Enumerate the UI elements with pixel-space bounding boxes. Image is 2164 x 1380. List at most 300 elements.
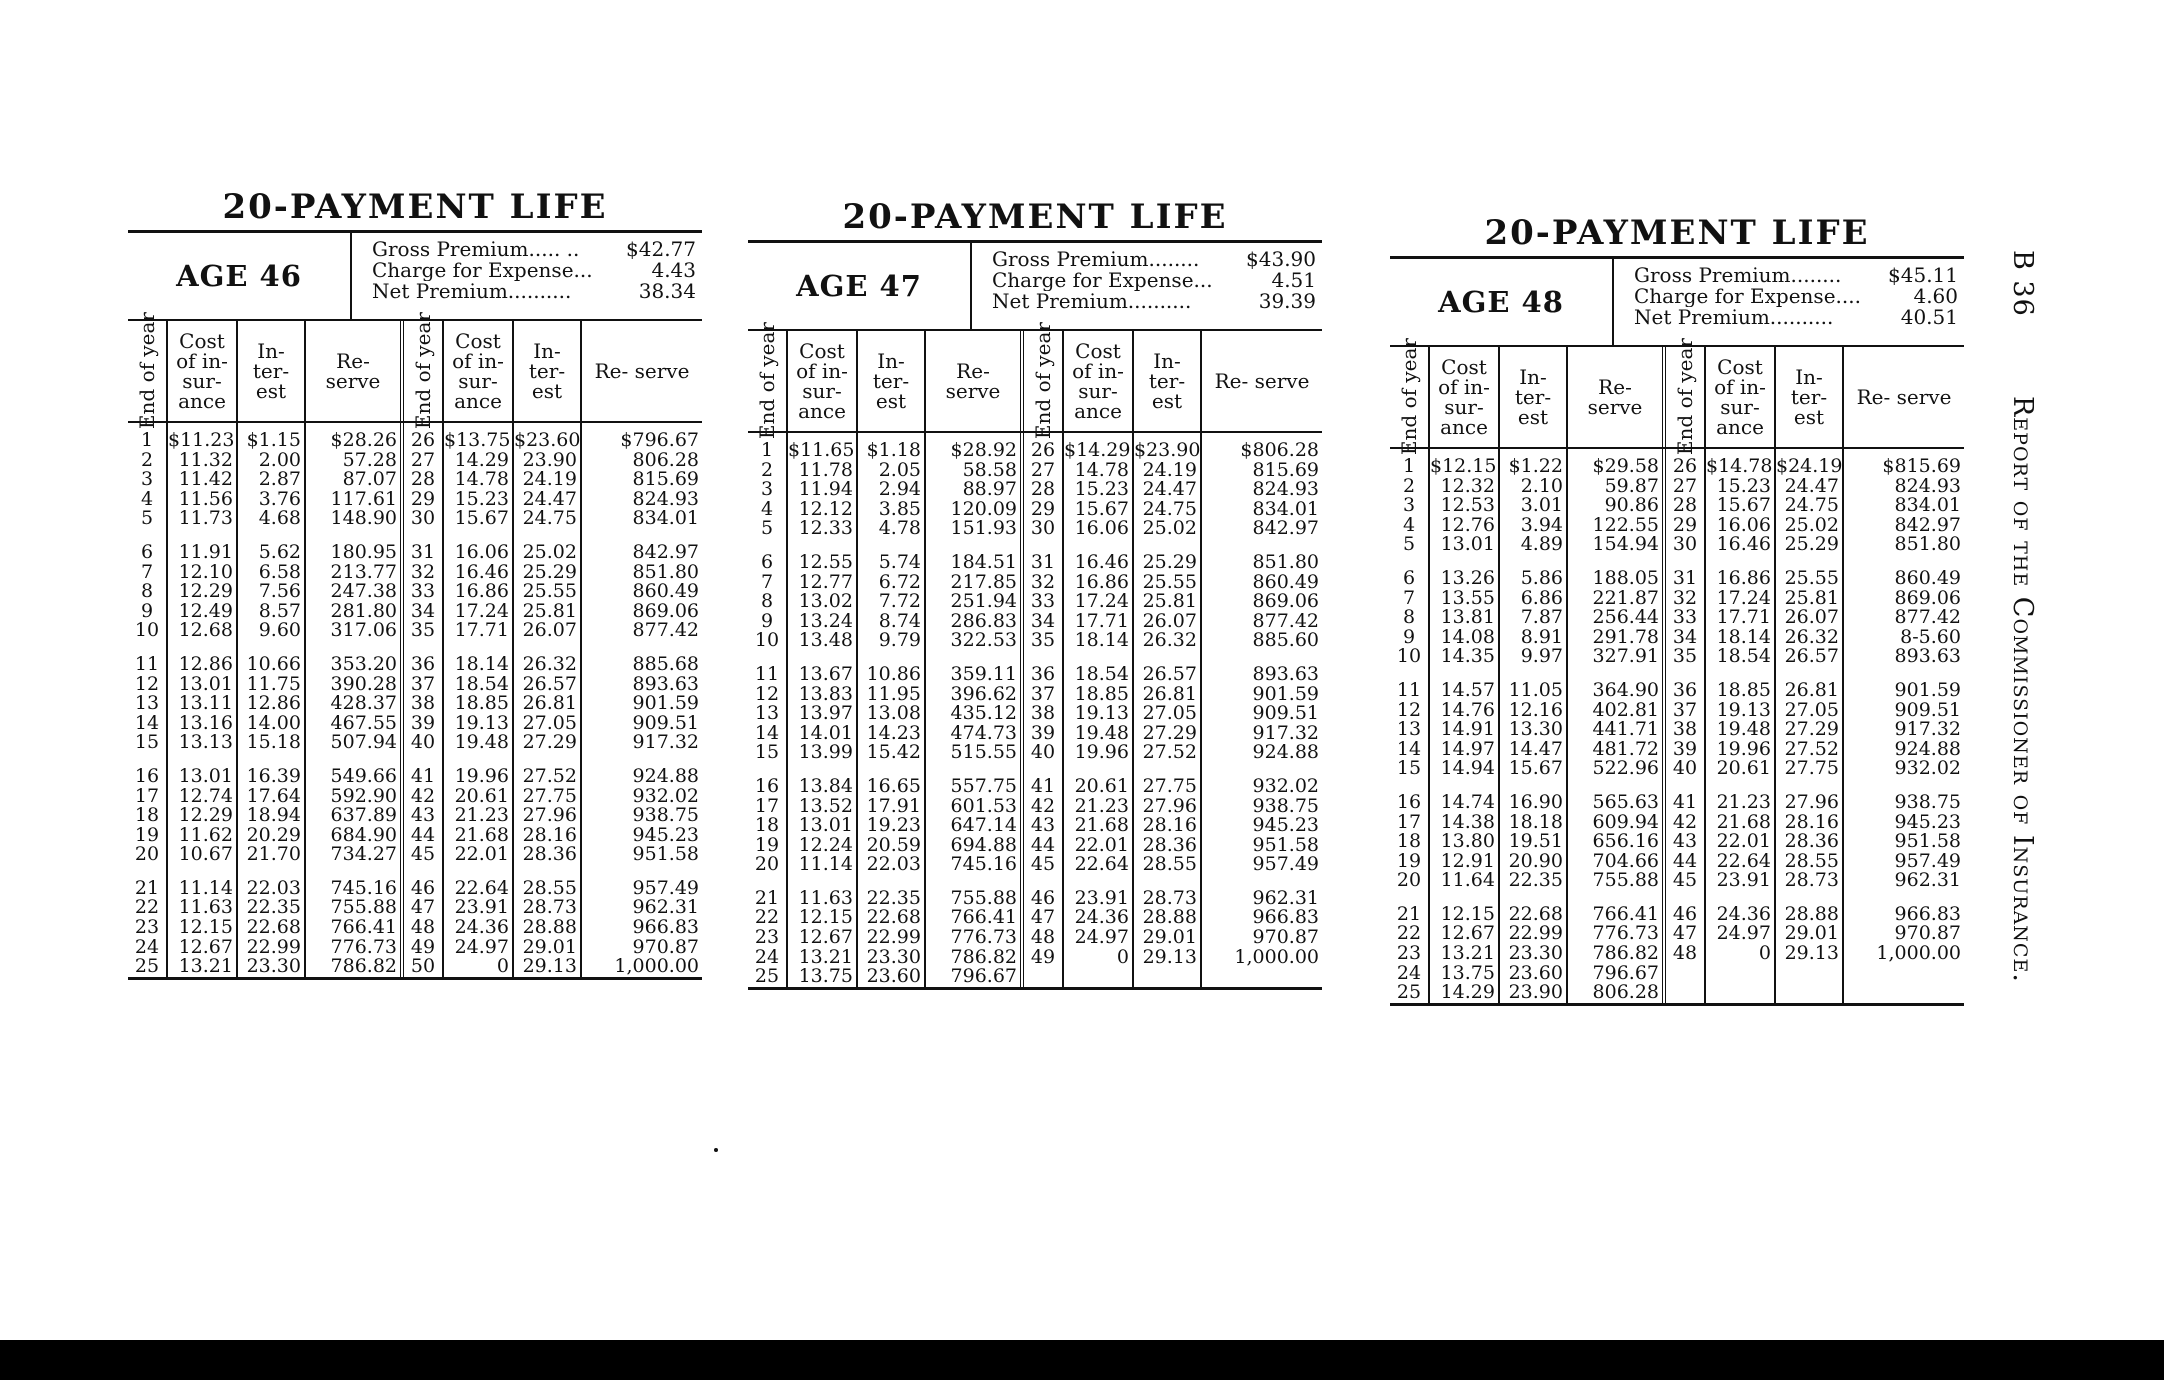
table-cell: 14.78 (454, 468, 509, 491)
table-cell: 755.88 (950, 886, 1017, 909)
table-cell: 11.73 (178, 507, 233, 530)
table-cell: 317.06 (330, 619, 397, 642)
table-cell: 893.63 (1252, 662, 1319, 685)
table-cell: 1,000.00 (614, 955, 699, 978)
table-cell: 609.94 (1592, 810, 1659, 833)
table-cell: 2.00 (258, 448, 301, 471)
table-cell: 10.66 (246, 652, 301, 675)
table-cell: 12 (1396, 698, 1422, 721)
table-cell: 13 (1396, 718, 1422, 741)
table-cell: 24.75 (1784, 494, 1839, 517)
table-cell: 27 (1030, 458, 1056, 481)
table-cell: 31 (1030, 550, 1056, 573)
table-cell: 12.91 (1440, 849, 1495, 872)
column-headers (748, 322, 1322, 440)
table-cell: 4 (1402, 513, 1416, 536)
table-cell: 3.85 (878, 497, 921, 520)
table-cell: 842.97 (1894, 513, 1961, 536)
table-cell: 13.52 (798, 794, 853, 817)
table-cell: 5 (1402, 533, 1416, 556)
table-cell: 11 (754, 662, 780, 685)
table-cell: 5.74 (878, 550, 921, 573)
table-cell: 17 (754, 794, 780, 817)
header-cost-of-insurance: Cost of in- sur- ance (1706, 347, 1776, 447)
table-cell: $815.69 (1882, 455, 1961, 477)
table-cell: 20.61 (454, 784, 509, 807)
table-cell: 851.80 (1894, 533, 1961, 556)
table-cell: 58.58 (962, 458, 1017, 481)
table-cell: $796.67 (620, 429, 699, 451)
table-cell: 18.54 (1074, 662, 1129, 685)
table-cell: 21 (134, 876, 160, 899)
table-cell: 33 (410, 580, 436, 603)
cost-column (444, 423, 514, 977)
table-cell: 14.91 (1440, 718, 1495, 741)
table-cell: 5.86 (1520, 566, 1563, 589)
table-cell: 24.47 (1784, 474, 1839, 497)
table-cell: 11.42 (178, 468, 233, 491)
interest-column (1776, 449, 1844, 1003)
table-cell: 29.13 (1142, 945, 1197, 968)
table-cell: 12.15 (178, 916, 233, 939)
table-cell: 8-5.60 (1900, 625, 1961, 648)
table-cell: 13.97 (798, 702, 853, 725)
table-cell: 7 (1402, 586, 1416, 609)
table-cell: 87.07 (342, 468, 397, 491)
reserve-column (926, 433, 1024, 987)
table-cell: 26.57 (522, 672, 577, 695)
table-cell: 28.55 (522, 876, 577, 899)
table-cell: 15 (1396, 757, 1422, 780)
table-cell: 36 (1672, 678, 1698, 701)
table-cell: $23.60 (514, 429, 581, 451)
gross-premium-label: Gross Premium........ (992, 249, 1200, 270)
table-cell: 19.48 (1716, 718, 1771, 741)
table-cell: 42 (410, 784, 436, 807)
table-cell: 24.47 (1142, 478, 1197, 501)
interest-column (238, 423, 306, 977)
table-cell: 694.88 (950, 833, 1017, 856)
table-cell: 22.99 (866, 926, 921, 949)
table-cell: 12.67 (178, 935, 233, 958)
table-cell: 40 (1672, 757, 1698, 780)
table-cell: 14 (754, 721, 780, 744)
header-cost-of-insurance: Cost of in- sur- ance (168, 321, 238, 421)
table-cell: 28.16 (1784, 810, 1839, 833)
table-cell: 9 (760, 609, 774, 632)
table-cell: 18.14 (1716, 625, 1771, 648)
age-label: AGE 47 (748, 243, 972, 329)
table-cell: 966.83 (1252, 906, 1319, 929)
cost-column (1706, 449, 1776, 1003)
table-cell: 11 (1396, 678, 1422, 701)
gross-premium-label: Gross Premium........ (1634, 265, 1842, 286)
table-cell: 26.32 (1784, 625, 1839, 648)
table-cell: 917.32 (1252, 721, 1319, 744)
table-bottom-rule (128, 977, 702, 980)
table-cell: 43 (1672, 830, 1698, 853)
table-cell: 22.35 (866, 886, 921, 909)
table-cell: 32 (1672, 586, 1698, 609)
table-cell: 20 (1396, 869, 1422, 892)
table-cell: 25 (754, 965, 780, 988)
header-cost-of-insurance: Cost of in- sur- ance (444, 321, 514, 421)
table-cell: 25.81 (1784, 586, 1839, 609)
table-cell: 14.76 (1440, 698, 1495, 721)
table-cell: 28.88 (1784, 902, 1839, 925)
reserve-column (1844, 449, 1964, 1003)
header-end-of-year: End of year (128, 321, 168, 421)
premium-box (972, 243, 1322, 329)
table-cell: 28.55 (1784, 849, 1839, 872)
table-cell: 970.87 (1894, 922, 1961, 945)
table-cell: 14.97 (1440, 737, 1495, 760)
table-cell: 36 (1030, 662, 1056, 685)
header-reserve: Re- serve (594, 359, 690, 383)
table-cell: 4.78 (878, 517, 921, 540)
table-cell: 869.06 (1894, 586, 1961, 609)
table-cell: 26 (410, 429, 436, 451)
table-cell: 1 (1402, 455, 1416, 477)
table-cell: 842.97 (632, 540, 699, 563)
header-interest: In- ter- est (238, 321, 306, 421)
table-cell: 122.55 (1592, 513, 1659, 536)
table-cell: 19.48 (1074, 721, 1129, 744)
table-cell: 909.51 (632, 711, 699, 734)
table-body (1390, 449, 1964, 1003)
table-cell: 17 (134, 784, 160, 807)
table-cell: 806.28 (1592, 981, 1659, 1004)
table-cell: 12.24 (798, 833, 853, 856)
table-cell: 19.96 (1074, 741, 1129, 764)
header-interest: In- ter- est (1134, 331, 1202, 431)
table-cell: 16.39 (246, 764, 301, 787)
table-cell: 25.55 (522, 580, 577, 603)
table-cell: 6.58 (258, 560, 301, 583)
table-cell: 42 (1030, 794, 1056, 817)
table-cell: 30 (1672, 533, 1698, 556)
running-head-text (2007, 250, 2038, 983)
table-cell: 13.81 (1440, 606, 1495, 629)
table-cell: 945.23 (632, 823, 699, 846)
table-cell: 824.93 (632, 487, 699, 510)
table-cell: 13.24 (798, 609, 853, 632)
table-cell: 12.29 (178, 580, 233, 603)
gross-premium-label: Gross Premium..... .. (372, 239, 580, 260)
table-cell: 18.54 (1716, 645, 1771, 668)
header-reserve: Re- serve (306, 321, 404, 421)
table-cell: 0 (1758, 942, 1771, 965)
interest-column (858, 433, 926, 987)
table-cell: 11 (134, 652, 160, 675)
table-cell: 1,000.00 (1234, 945, 1319, 968)
table-cell: 13.11 (178, 692, 233, 715)
table-cell: 12 (134, 672, 160, 695)
table-cell: 877.42 (1894, 606, 1961, 629)
table-cell: 17.24 (1074, 590, 1129, 613)
table-cell: 22.64 (454, 876, 509, 899)
table-cell: 12.68 (178, 619, 233, 642)
gross-premium-value: $42.77 (626, 237, 696, 261)
table-cell: 869.06 (1252, 590, 1319, 613)
table-cell: 3.94 (1520, 513, 1563, 536)
table-cell: 14.29 (454, 448, 509, 471)
table-cell: 16 (134, 764, 160, 787)
table-cell: 23.91 (1074, 886, 1129, 909)
table-cell: 9.97 (1520, 645, 1563, 668)
column-headers (1390, 338, 1964, 456)
expense-charge-value: 4.43 (651, 258, 696, 282)
table-cell: 23 (134, 916, 160, 939)
table-cell: 23 (754, 926, 780, 949)
table-cell: 755.88 (330, 896, 397, 919)
table-cell: 32 (410, 560, 436, 583)
table-cell: 11.75 (246, 672, 301, 695)
table-cell: 917.32 (632, 731, 699, 754)
premium-header (1390, 259, 1964, 347)
table-cell: 7.87 (1520, 606, 1563, 629)
table-bottom-rule (1390, 1003, 1964, 1006)
table-cell: 806.28 (632, 448, 699, 471)
expense-charge-label: Charge for Expense... (992, 270, 1213, 291)
table-cell: 21 (754, 886, 780, 909)
table-cell: 13.01 (1440, 533, 1495, 556)
table-cell: 25.55 (1784, 566, 1839, 589)
table-cell: 12.15 (1440, 902, 1495, 925)
table-cell: 25.29 (1142, 550, 1197, 573)
table-cell: $11.23 (168, 429, 235, 451)
table-cell: 25.02 (522, 540, 577, 563)
table-cell: 59.87 (1604, 474, 1659, 497)
table-cell: 25.81 (522, 599, 577, 622)
table-cell: 7 (760, 570, 774, 593)
table-cell: $24.19 (1776, 455, 1843, 477)
table-cell: 17.64 (246, 784, 301, 807)
table-cell: 647.14 (950, 814, 1017, 837)
table-cell: 6 (1402, 566, 1416, 589)
page-number: B 36 (2007, 250, 2038, 317)
table-cell: 28.73 (522, 896, 577, 919)
table-cell: 966.83 (1894, 902, 1961, 925)
table-cell: 364.90 (1592, 678, 1659, 701)
table-cell: 20.59 (866, 833, 921, 856)
table-cell: 13.55 (1440, 586, 1495, 609)
table-cell: 27.75 (1142, 774, 1197, 797)
table-cell: 734.27 (330, 843, 397, 866)
table-cell: 29.01 (522, 935, 577, 958)
table-cell: 24.75 (522, 507, 577, 530)
header-cost-of-insurance: Cost of in- sur- ance (1430, 347, 1500, 447)
table-cell: 31 (1672, 566, 1698, 589)
table-cell: 18 (134, 804, 160, 827)
table-cell: 41 (410, 764, 436, 787)
table-cell: 7.72 (878, 590, 921, 613)
table-cell: 18.14 (1074, 629, 1129, 652)
table-cell: 745.16 (330, 876, 397, 899)
table-cell: 14.47 (1508, 737, 1563, 760)
table-cell: 21.68 (454, 823, 509, 846)
table-cell: 3 (1402, 494, 1416, 517)
table-cell: 4.68 (258, 507, 301, 530)
table-cell: 860.49 (1894, 566, 1961, 589)
table-cell: 16.86 (1074, 570, 1129, 593)
table-cell: 27.75 (522, 784, 577, 807)
table-cell: 23.60 (866, 965, 921, 988)
table-cell: 12.67 (1440, 922, 1495, 945)
table-cell: 28.88 (1142, 906, 1197, 929)
table-cell: 11.14 (798, 853, 853, 876)
table-cell: 24.36 (1074, 906, 1129, 929)
table-cell: 28.36 (1784, 830, 1839, 853)
scan-border (0, 1340, 2164, 1380)
table-cell: 22.03 (246, 876, 301, 899)
table-cell: 28.73 (1142, 886, 1197, 909)
table-cell: 16.46 (1074, 550, 1129, 573)
table-cell: 2.94 (878, 478, 921, 501)
table-cell: 14.00 (246, 711, 301, 734)
table-cell: 14 (1396, 737, 1422, 760)
table-cell: $29.58 (1592, 455, 1659, 477)
table-cell: 36 (410, 652, 436, 675)
table-cell: 14.74 (1440, 790, 1495, 813)
table-cell: 938.75 (632, 804, 699, 827)
table-cell: 25.02 (1784, 513, 1839, 536)
table-cell: 957.49 (632, 876, 699, 899)
table-cell: 23 (1396, 942, 1422, 965)
table-cell: 24 (1396, 961, 1422, 984)
table-cell: 515.55 (950, 741, 1017, 764)
table-cell: 776.73 (330, 935, 397, 958)
table-cell: 8 (1402, 606, 1416, 629)
reserve-column (306, 423, 404, 977)
table-cell: 117.61 (330, 487, 397, 510)
table-cell: 11.64 (1440, 869, 1495, 892)
table-cell: 13.75 (798, 965, 853, 988)
table-cell: 28 (1672, 494, 1698, 517)
table-cell: 26.81 (1142, 682, 1197, 705)
table-cell: 970.87 (632, 935, 699, 958)
header-end-of-year: End of year (1666, 347, 1706, 447)
table-cell: 120.09 (950, 497, 1017, 520)
table-cell: 16.46 (1716, 533, 1771, 556)
table-cell: 13.01 (178, 672, 233, 695)
table-cell: 45 (1030, 853, 1056, 876)
panel-title: 20-PAYMENT LIFE (842, 197, 1228, 237)
table-cell: 390.28 (330, 672, 397, 695)
table-cell: 6 (140, 540, 154, 563)
header-interest: In- ter- est (514, 321, 582, 421)
table-cell: 396.62 (950, 682, 1017, 705)
table-cell: 8 (140, 580, 154, 603)
table-cell: 656.16 (1592, 830, 1659, 853)
table-cell: 16.06 (1074, 517, 1129, 540)
table-cell: 180.95 (330, 540, 397, 563)
table-cell: 47 (1672, 922, 1698, 945)
table-cell: 21.68 (1716, 810, 1771, 833)
table-cell: 41 (1030, 774, 1056, 797)
table-cell: 22 (134, 896, 160, 919)
table-cell: 34 (1672, 625, 1698, 648)
table-cell: 27.96 (1784, 790, 1839, 813)
table-cell: 44 (1030, 833, 1056, 856)
table-cell: 24.19 (1142, 458, 1197, 481)
table-cell: 22.35 (1508, 869, 1563, 892)
table-cell: 19 (1396, 849, 1422, 872)
table-cell: $23.90 (1134, 439, 1201, 461)
table-body (128, 423, 702, 977)
table-cell: 11.94 (798, 478, 853, 501)
table-cell: 26.81 (522, 692, 577, 715)
table-cell: 23.91 (1716, 869, 1771, 892)
table-cell: 2 (140, 448, 154, 471)
table-cell: 18.85 (454, 692, 509, 715)
table-cell: 22.01 (1074, 833, 1129, 856)
table-cell: 40 (1030, 741, 1056, 764)
table-cell: 20.90 (1508, 849, 1563, 872)
expense-charge-value: 4.51 (1271, 268, 1316, 292)
table-cell: 247.38 (330, 580, 397, 603)
table-cell: 9.79 (878, 629, 921, 652)
table-cell: 10 (1396, 645, 1422, 668)
table-cell: 25.55 (1142, 570, 1197, 593)
table-cell: 16.65 (866, 774, 921, 797)
table-cell: 34 (1030, 609, 1056, 632)
table-cell: 24.97 (1074, 926, 1129, 949)
table-cell: 834.01 (1894, 494, 1961, 517)
header-reserve: Re- serve (1214, 369, 1310, 393)
table-cell: 592.90 (330, 784, 397, 807)
table-cell: 45 (1672, 869, 1698, 892)
table-cell: 11.63 (178, 896, 233, 919)
table-cell: 14.94 (1440, 757, 1495, 780)
table-cell: 13.75 (1440, 961, 1495, 984)
table-cell: 38 (410, 692, 436, 715)
table-cell: 39 (1672, 737, 1698, 760)
table-cell: 16.86 (1716, 566, 1771, 589)
table-cell: 467.55 (330, 711, 397, 734)
table-cell: $806.28 (1240, 439, 1319, 461)
table-cell: 12.32 (1440, 474, 1495, 497)
table-cell: 46 (1030, 886, 1056, 909)
table-cell: 2.87 (258, 468, 301, 491)
table-cell: 16.90 (1508, 790, 1563, 813)
table-cell: 14.23 (866, 721, 921, 744)
table-cell: 359.11 (950, 662, 1017, 685)
table-cell: 20.61 (1074, 774, 1129, 797)
cost-column (788, 433, 858, 987)
table-cell: 3 (760, 478, 774, 501)
table-cell: 20.61 (1716, 757, 1771, 780)
premium-header (748, 243, 1322, 331)
table-cell: 11.91 (178, 540, 233, 563)
table-cell: 13.67 (798, 662, 853, 685)
table-panel-age-46 (128, 184, 702, 980)
table-cell: 815.69 (632, 468, 699, 491)
year-column (1390, 449, 1430, 1003)
table-cell: 745.16 (950, 853, 1017, 876)
table-cell: 154.94 (1592, 533, 1659, 556)
table-cell: 901.59 (632, 692, 699, 715)
table-cell: 19.13 (1074, 702, 1129, 725)
header-end-of-year: End of year (748, 331, 788, 431)
table-cell: 957.49 (1894, 849, 1961, 872)
table-cell: 6.72 (878, 570, 921, 593)
premium-header (128, 233, 702, 321)
table-cell: 932.02 (1894, 757, 1961, 780)
table-cell: 46 (1672, 902, 1698, 925)
table-cell: 704.66 (1592, 849, 1659, 872)
table-cell: 938.75 (1894, 790, 1961, 813)
